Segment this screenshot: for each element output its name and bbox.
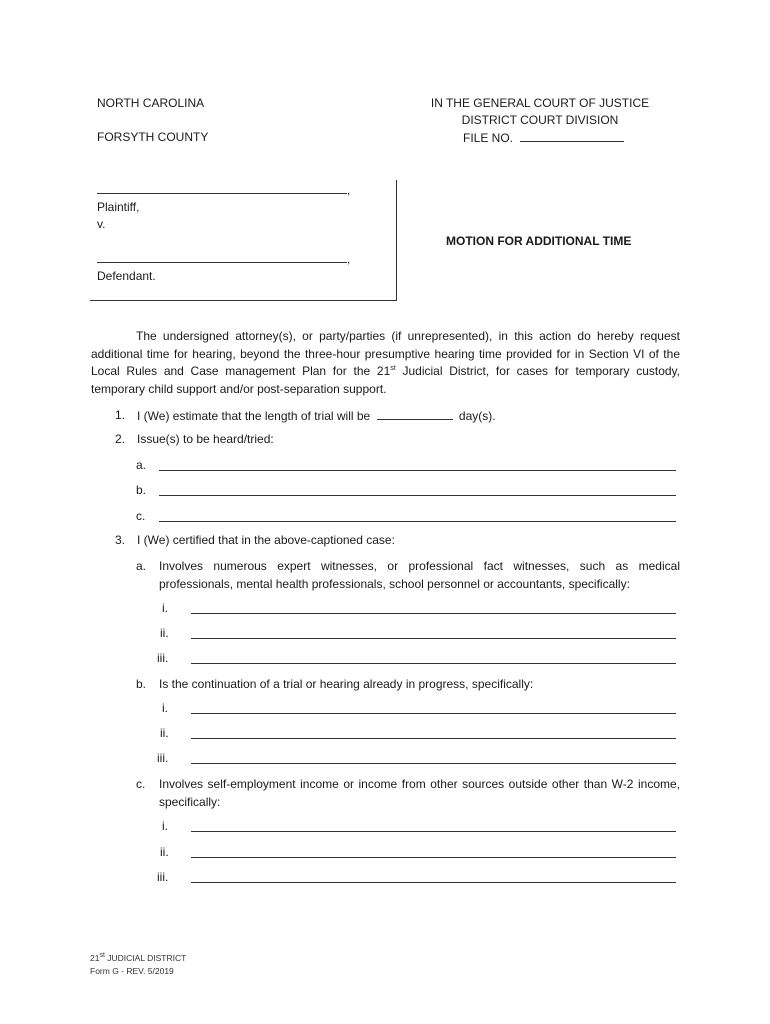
plaintiff-label: Plaintiff,: [97, 200, 140, 214]
trial-length-field[interactable]: [377, 407, 453, 420]
court-division: DISTRICT COURT DIVISION: [461, 113, 619, 127]
item-3b-letter: b.: [136, 677, 147, 691]
item-3c-text: Involves self-employment income or income from other sources outside other than W-2 income, specifically:: [159, 777, 680, 809]
footer-form-revision: Form G - REV. 5/2019: [90, 966, 174, 976]
file-number: [463, 129, 624, 146]
item-3a-i-field[interactable]: [191, 613, 676, 614]
item-3-number: 3.: [115, 533, 126, 547]
item-3a-ii-field[interactable]: [191, 638, 676, 639]
document-page: NORTH CAROLINA FORSYTH COUNTY IN THE GENERAL COURT OF JUSTICE DISTRICT COURT DIVISION FILE NO. , Plaintiff, v. , Defendant. MOTION FOR ADDITIONAL TIME The undersigned attorney(s), or party/parties (if unrepresented), in this action do hereby request additional time for hearing, beyond the three-hour presumptive hearing time provided for in Section VI of the Local Rules and Case management Plan for the 21st Judicial District, for cases for temporary custody, temporary child support and/or post-separation support. 1. I (We) estimate that the length of trial will be day(s). 2. Issue(s) to be heard/tried: a. b. c. 3. I (We) certified that in the above-captioned case: a. Involves numerous expert witnesses, or professional fact witnesses, such as medical professionals, mental health professionals, school personnel or accountants, specifically: i. ii. iii. b. Is the continuation of a trial or hearing already in progress, specifically: i. ii. iii. c. Involves self-employment income or income from other sources outside other than W-2 income, specifically: i. ii. iii. 21st JUDICIAL DISTRICT Form G - REV. 5/2019: [90, 96, 681, 976]
item-3c-i-field[interactable]: [191, 831, 676, 832]
court-name: IN THE GENERAL COURT OF JUSTICE: [430, 96, 650, 110]
item-3a-iii-field[interactable]: [191, 663, 676, 664]
defendant-name-field[interactable]: [97, 262, 347, 263]
footer-district: 21st JUDICIAL DISTRICT: [90, 952, 187, 963]
plaintiff-name-field[interactable]: [97, 193, 347, 194]
document-title: MOTION FOR ADDITIONAL TIME: [446, 234, 632, 248]
item-3c-ii-field[interactable]: [191, 857, 676, 858]
item-3b-text: Is the continuation of a trial or hearing already in progress, specifically:: [159, 677, 534, 691]
item-3b-ii-field[interactable]: [191, 738, 676, 739]
item-3a-text: Involves numerous expert witnesses, or professional fact witnesses, such as medical professionals, mental health professionals, school personnel or accountants, specifically:: [159, 559, 680, 591]
issue-c-field[interactable]: [159, 521, 676, 522]
intro-paragraph: The undersigned attorney(s), or party/parties (if unrepresented), in this action do hereby request additional time for hearing, beyond the three-hour presumptive hearing time provided for in Section VI of the Local Rules and Case management Plan for the 21st Judicial District, for cases for temporary custody, temporary child support and/or post-separation support.: [91, 329, 681, 396]
item-3c-iii-field[interactable]: [191, 882, 676, 883]
issue-a-field[interactable]: [159, 470, 676, 471]
file-number-field[interactable]: [520, 129, 624, 142]
file-number-label: FILE NO.: [463, 131, 514, 145]
county-name: FORSYTH COUNTY: [97, 130, 209, 144]
item-3-text: I (We) certified that in the above-captioned case:: [137, 533, 395, 547]
issue-c-label: c.: [136, 509, 146, 523]
issue-b-field[interactable]: [159, 495, 676, 496]
issue-b-label: b.: [136, 483, 147, 497]
item-3b-i-field[interactable]: [191, 713, 676, 714]
versus-label: v.: [97, 217, 106, 231]
defendant-label: Defendant.: [97, 269, 156, 283]
state-name: NORTH CAROLINA: [97, 96, 205, 110]
item-3c-letter: c.: [136, 777, 146, 791]
item-2-text: Issue(s) to be heard/tried:: [137, 432, 274, 446]
item-1: I (We) estimate that the length of trial will be day(s).: [137, 409, 496, 423]
item-1-number: 1.: [115, 408, 126, 422]
item-3a-letter: a.: [136, 559, 147, 573]
item-3b-iii-field[interactable]: [191, 763, 676, 764]
item-2-number: 2.: [115, 432, 126, 446]
issue-a-label: a.: [136, 458, 147, 472]
